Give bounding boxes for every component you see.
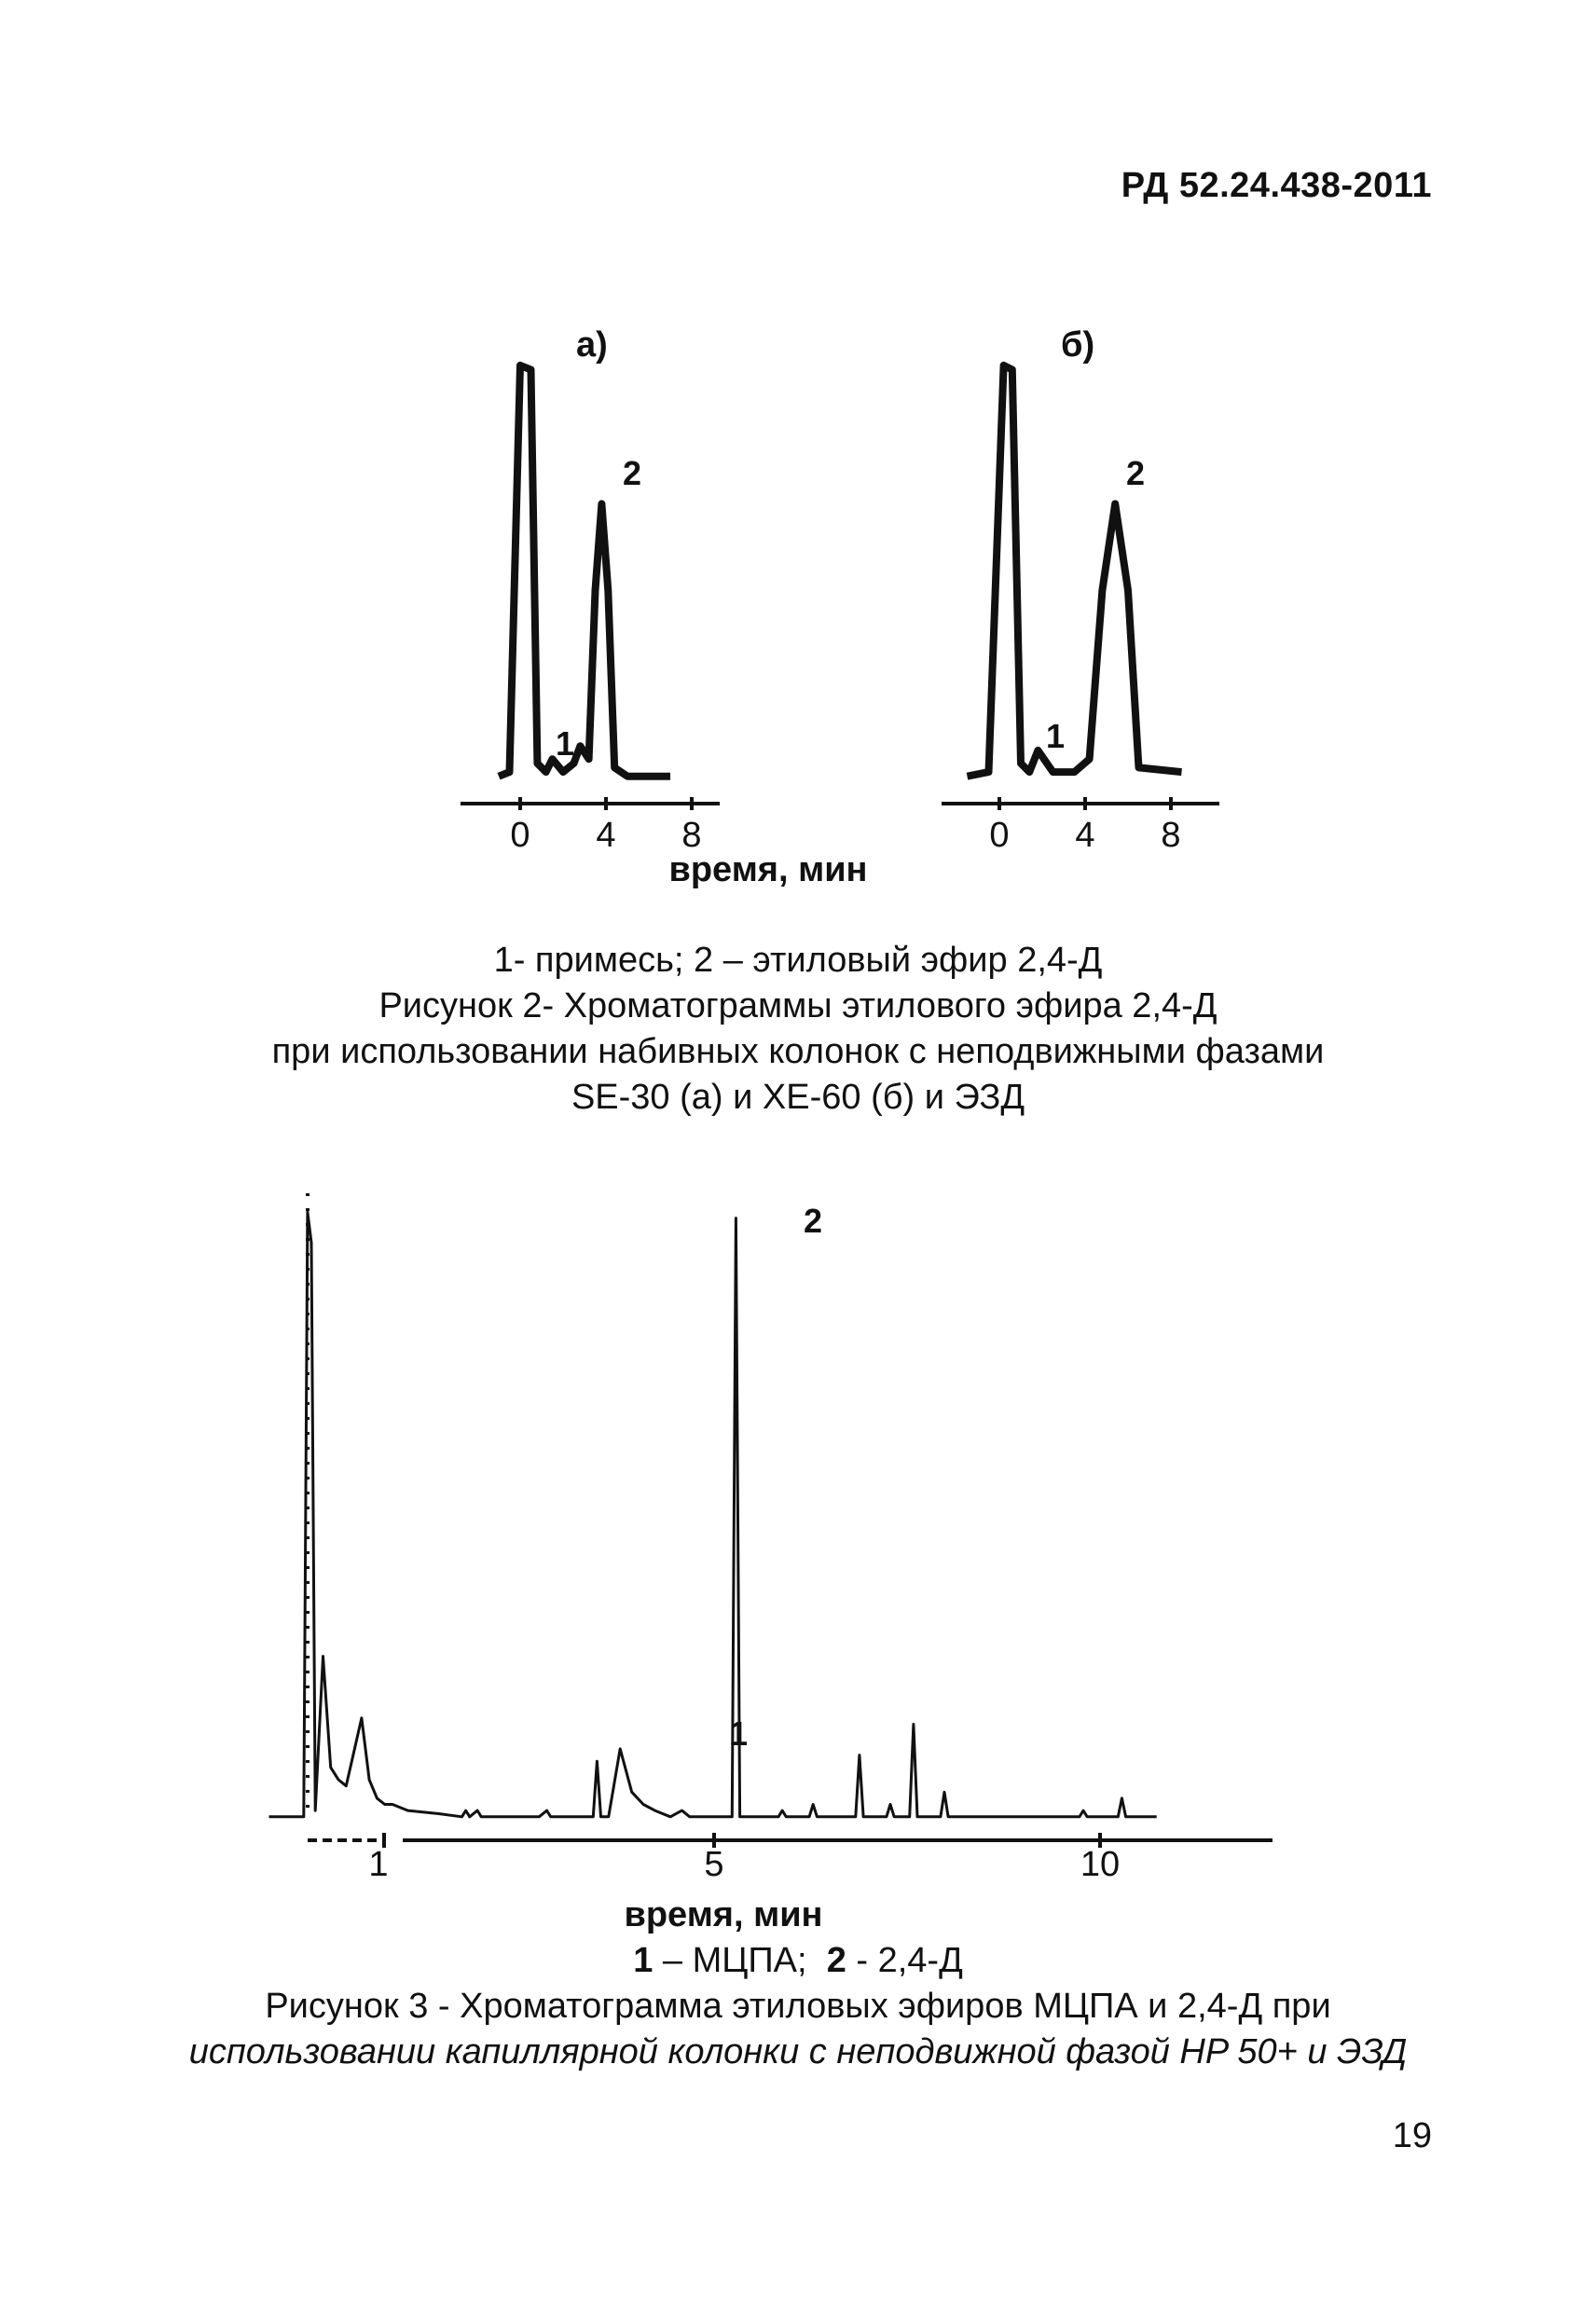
x-tick-label: 10 [1080,1845,1121,1884]
chromatogram-trace [269,1212,1157,1817]
x-tick-label: 0 [989,816,1010,855]
panel-b-label: б) [1061,325,1095,365]
x-tick-label: 1 [368,1845,389,1884]
x-tick-label: 8 [681,816,702,855]
peak-2-label: 2 [804,1202,823,1240]
figure2-caption-line: SE-30 (а) и XE-60 (б) и ЭЗД [571,1078,1025,1117]
panel-a-label: а) [576,325,608,365]
legend-name-1: – МЦПА; [653,1941,827,1980]
figure2-xlabel: время, мин [668,850,868,889]
document-number: РД 52.24.438-2011 [1121,166,1432,205]
x-axis [308,1833,1273,1848]
x-tick-label: 4 [1075,816,1095,855]
figure2-caption-line: Рисунок 2- Хроматограммы этилового эфира 2,4-Д [378,986,1218,1025]
chromatogram-capillary [298,1175,1286,1892]
figure2-legend: 1- примесь; 2 – этиловый эфир 2,4-Д [493,941,1103,980]
x-tick-label: 0 [510,816,530,855]
figure3-caption-line: Рисунок 3 - Хроматограмма этиловых эфиров МЦПА и 2,4-Д при [265,1987,1331,2026]
legend-number-1: 1 [633,1941,654,1980]
figure3-legend [0,1938,1596,1984]
x-tick-label: 8 [1161,816,1181,855]
chromatogram-panel-a [438,325,746,904]
peak-1-label: 1 [556,724,575,763]
peak-1-label: 1 [729,1714,749,1753]
figure3-xlabel: время, мин [624,1895,823,1934]
legend-number-2: 2 [826,1941,846,1980]
figure3-caption-line: использовании капиллярной колонки с неподвижной фазой HP 50+ и ЭЗД [188,2032,1408,2071]
x-tick-label: 4 [596,816,616,855]
peak-1-label: 1 [1046,717,1066,755]
peak-2-label: 2 [623,454,642,492]
figure2-caption-line: при использовании набивных колонок с неподвижными фазами [271,1032,1325,1071]
legend-name-2: - 2,4-Д [846,1941,963,1980]
peak-2-label: 2 [1126,454,1146,492]
chromatogram-trace [968,365,1182,777]
chromatogram-panel-b [923,325,1231,904]
chromatogram-trace [499,365,670,777]
x-tick-label: 5 [704,1845,724,1884]
page-number: 19 [1392,2116,1432,2155]
